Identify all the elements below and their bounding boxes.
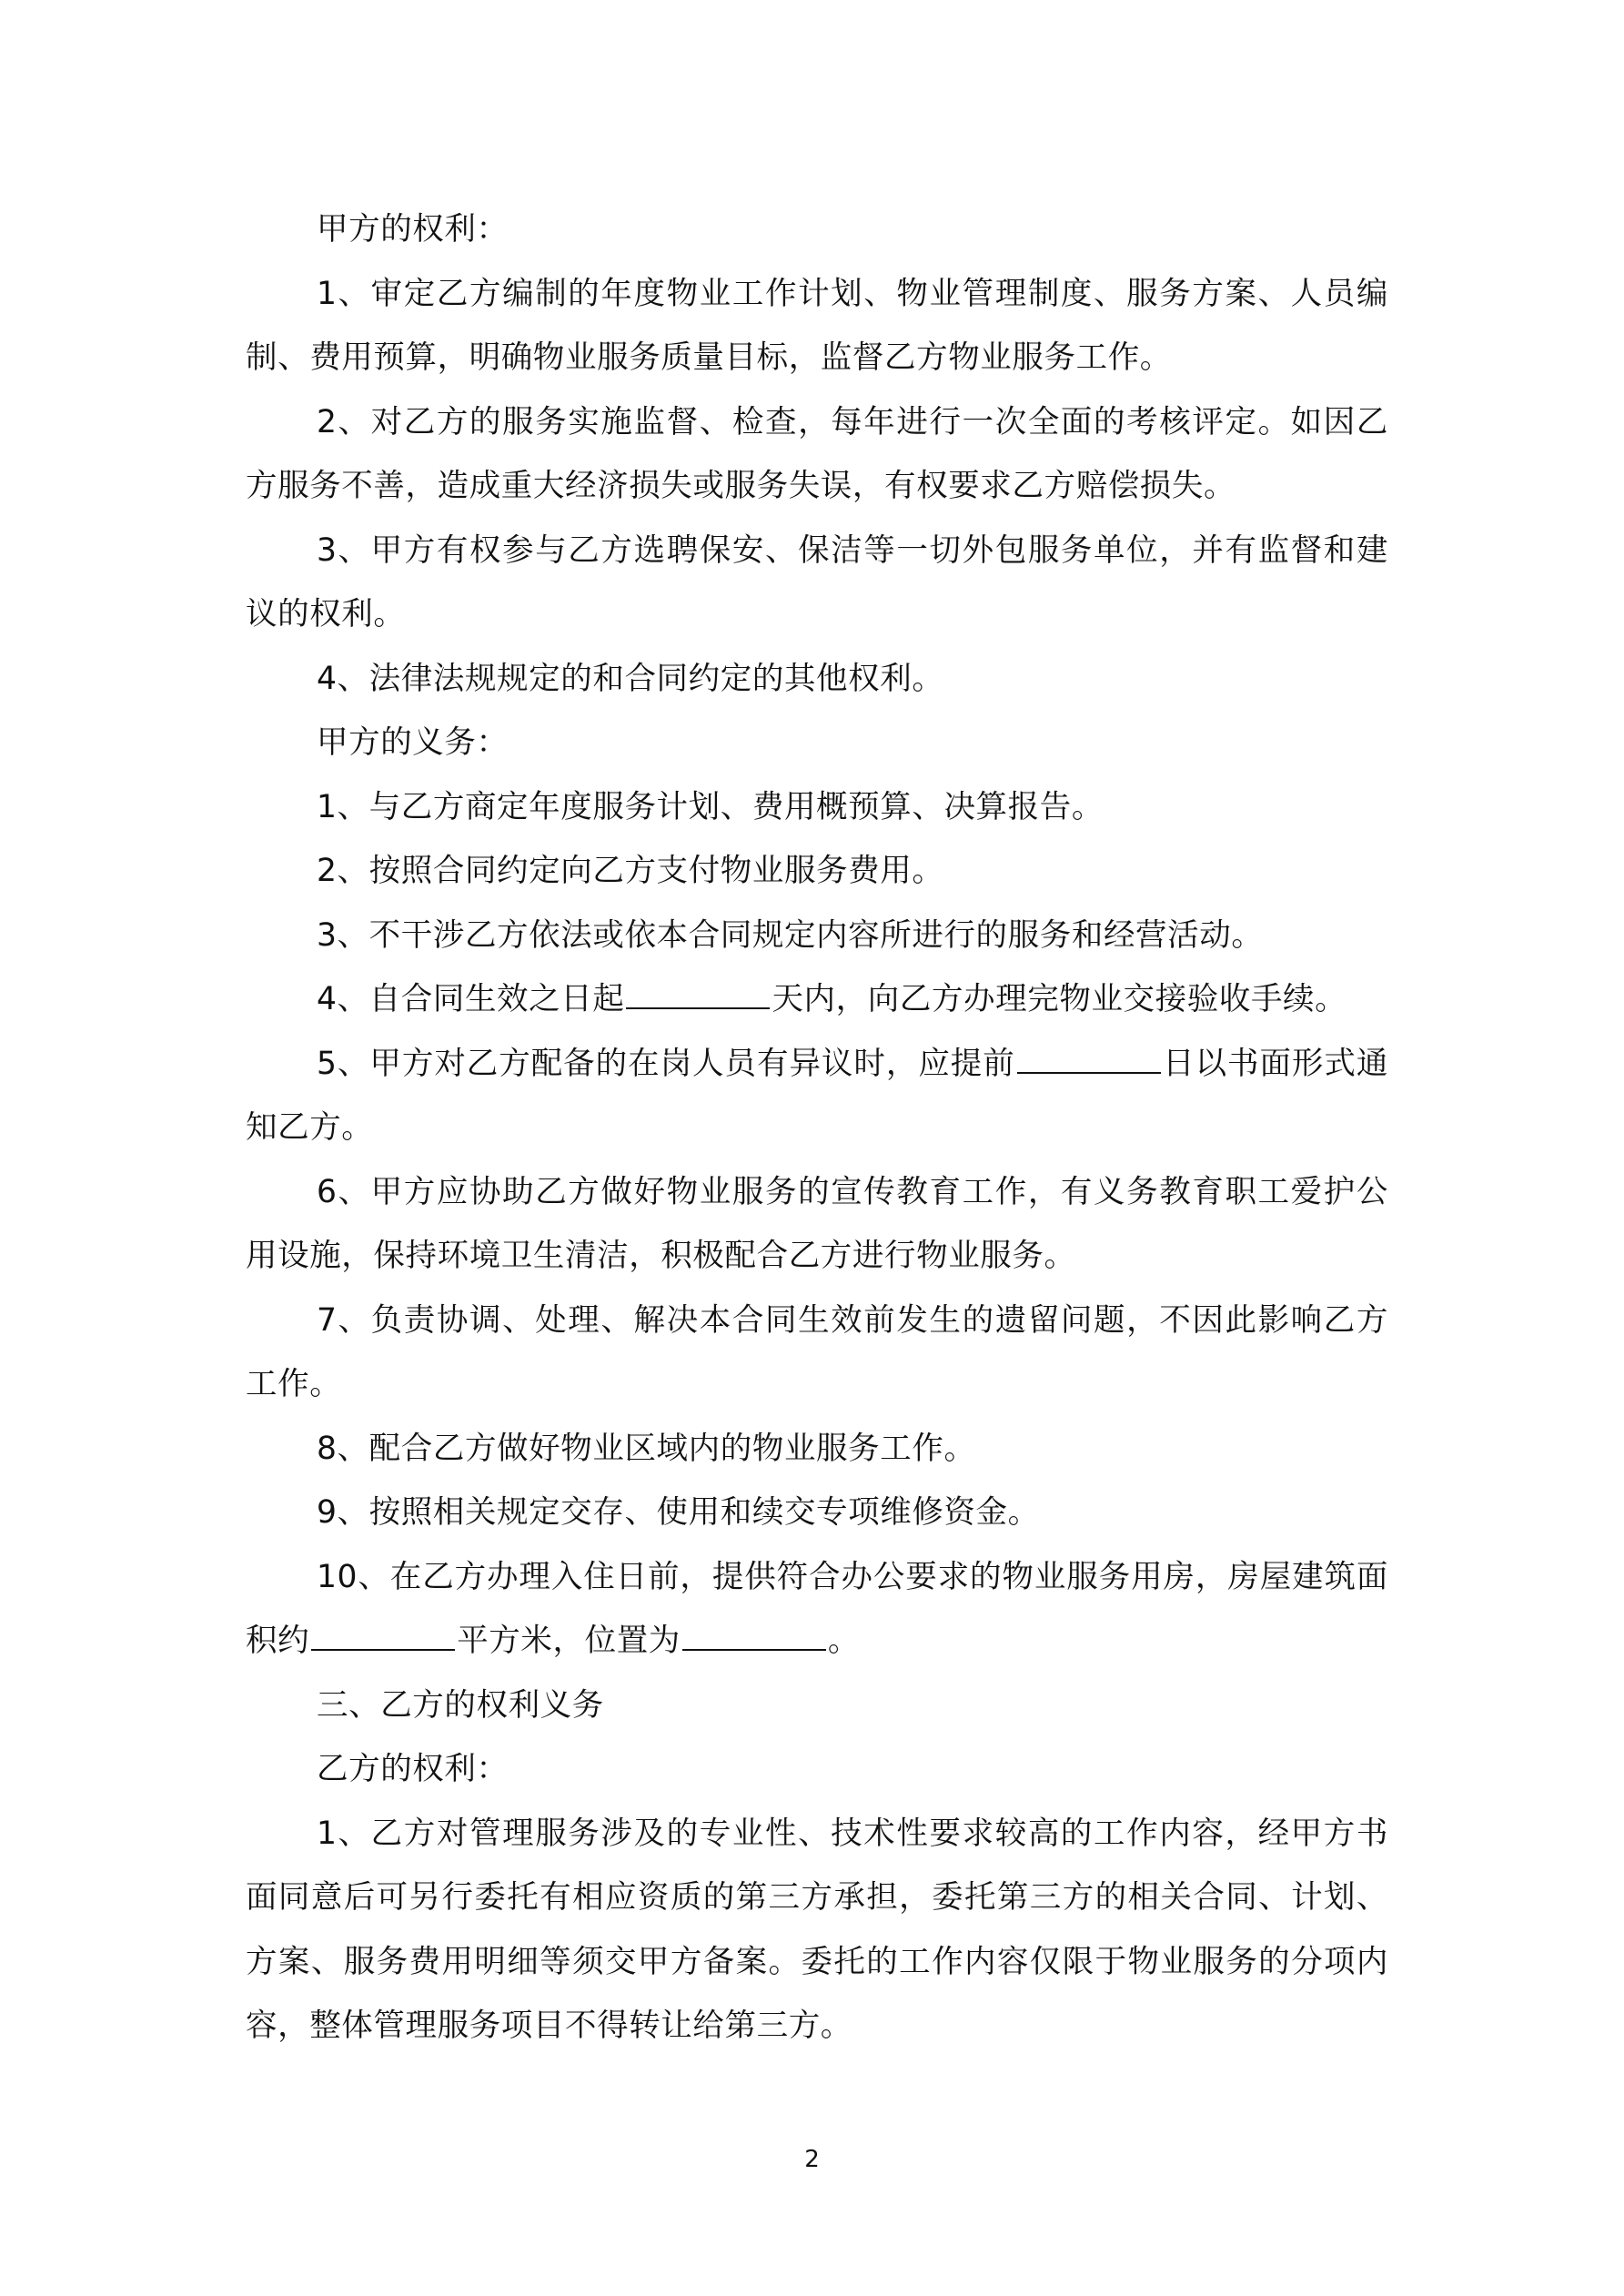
paragraph-text: 。: [827, 1623, 861, 1659]
paragraph-text: 天内，向乙方办理完物业交接验收手续。: [772, 981, 1347, 1017]
paragraph-text: 日以书面形式通知乙方。: [246, 1045, 1389, 1146]
paragraph: 3、不干涉乙方依法或依本合同规定内容所进行的服务和经营活动。: [317, 916, 1264, 954]
fill-in-blank: [682, 1622, 826, 1651]
paragraph: 6、甲方应协助乙方做好物业服务的宣传教育工作，有义务教育职工爱护公用设施，保持环境卫生清洁，积极配合乙方进行物业服务。: [246, 1173, 1388, 1274]
paragraph-text: 4、自合同生效之日起: [317, 981, 625, 1017]
paragraph: 7、负责协调、处理、解决本合同生效前发生的遗留问题，不因此影响乙方工作。: [246, 1301, 1388, 1402]
paragraph-with-blank: [246, 1032, 1388, 1160]
paragraph-with-blank: [246, 967, 1388, 1032]
heading-party-a-obligations: 甲方的义务：: [317, 724, 509, 761]
paragraph: 4、法律法规规定的和合同约定的其他权利。: [317, 660, 944, 697]
page-number: 2: [804, 2146, 820, 2173]
paragraph: 1、与乙方商定年度服务计划、费用概预算、决算报告。: [317, 788, 1104, 825]
paragraph-text: 5、甲方对乙方配备的在岗人员有异议时，应提前: [317, 1045, 1015, 1082]
paragraph: 1、乙方对管理服务涉及的专业性、技术性要求较高的工作内容，经甲方书面同意后可另行委托有相应资质的第三方承担，委托第三方的相关合同、计划、方案、服务费用明细等须交甲方备案。委托的工作内容仅限于物业服务的分项内容，整体管理服务项目不得转让给第三方。: [246, 1815, 1388, 2044]
fill-in-blank: [1017, 1045, 1161, 1074]
section-heading: 三、乙方的权利义务: [317, 1686, 604, 1724]
heading-party-a-rights: 甲方的权利：: [317, 211, 509, 248]
paragraph: 2、对乙方的服务实施监督、检查，每年进行一次全面的考核评定。如因乙方服务不善，造成重大经济损失或服务失误，有权要求乙方赔偿损失。: [246, 403, 1388, 504]
paragraph: 2、按照合同约定向乙方支付物业服务费用。: [317, 853, 944, 889]
document-body: [246, 197, 1388, 2058]
paragraph: 9、按照相关规定交存、使用和续交专项维修资金。: [317, 1494, 1040, 1531]
paragraph-with-blank: [246, 1545, 1388, 1674]
heading-party-b-rights: 乙方的权利：: [317, 1751, 509, 1787]
fill-in-blank: [311, 1622, 455, 1651]
paragraph: 3、甲方有权参与乙方选聘保安、保洁等一切外包服务单位，并有监督和建议的权利。: [246, 531, 1388, 632]
paragraph-text: 平方米，位置为: [457, 1623, 681, 1659]
fill-in-blank: [626, 980, 770, 1009]
paragraph: 8、配合乙方做好物业区域内的物业服务工作。: [317, 1430, 976, 1467]
paragraph: 1、审定乙方编制的年度物业工作计划、物业管理制度、服务方案、人员编制、费用预算，明确物业服务质量目标，监督乙方物业服务工作。: [246, 275, 1388, 376]
paragraph-text: 10、在乙方办理入住日前，提供符合办公要求的物业服务用房，房屋建筑面积约: [246, 1558, 1388, 1659]
